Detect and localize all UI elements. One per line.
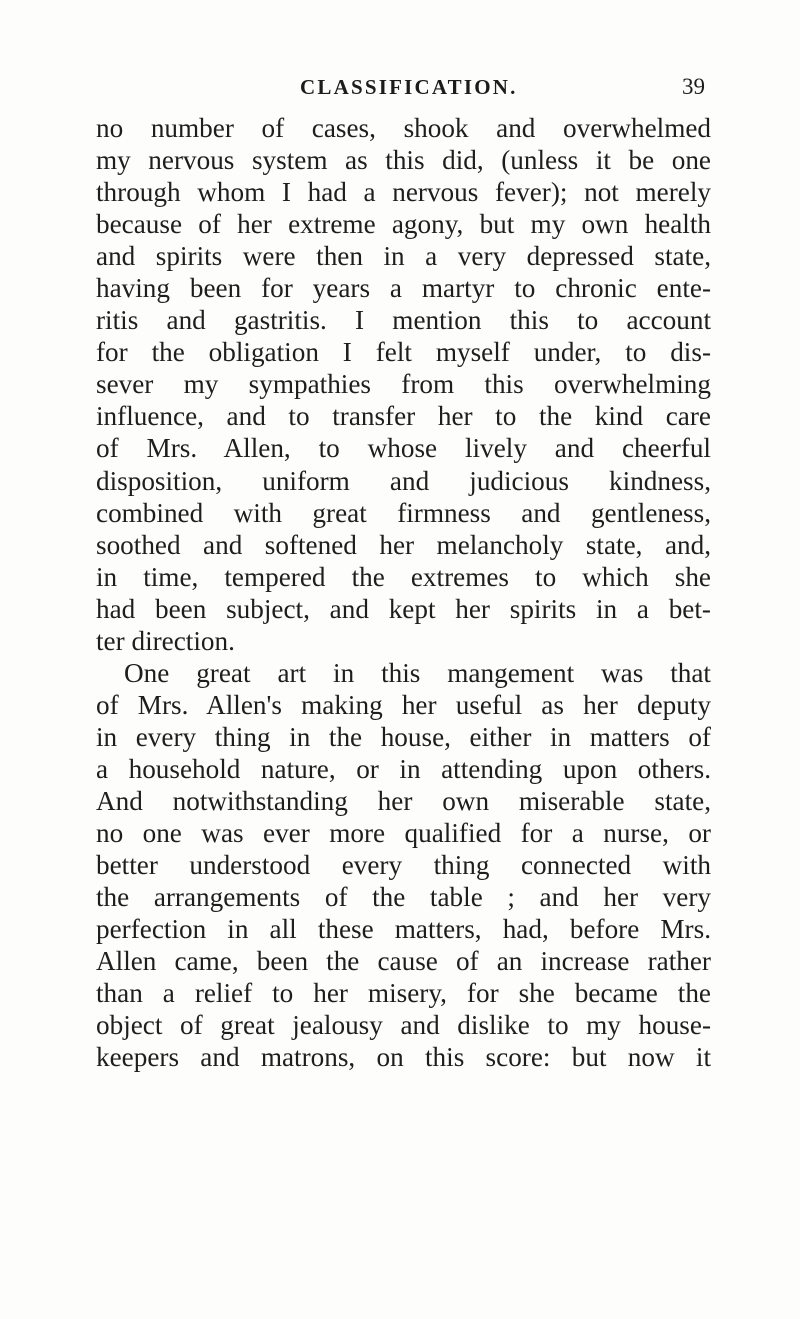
text-line: for the obligation I felt myself under, to dis- (96, 337, 711, 368)
text-line: and spirits were then in a very depressed state, (96, 241, 711, 272)
text-line: in time, tempered the extremes to which she (96, 561, 711, 592)
text-line: combined with great firmness and gentleness, (96, 497, 711, 528)
text-line: of Mrs. Allen, to whose lively and cheerful (96, 433, 711, 464)
text-line: object of great jealousy and dislike to my house- (96, 1010, 711, 1041)
text-line: ritis and gastritis. I mention this to account (96, 305, 711, 336)
body-text (96, 112, 711, 1073)
text-line: because of her extreme agony, but my own health (96, 209, 711, 240)
text-line: Allen came, been the cause of an increase rather (96, 946, 711, 977)
text-line: And notwithstanding her own miserable state, (96, 785, 711, 816)
text-line: through whom I had a nervous fever); not merely (96, 177, 711, 208)
text-line: a household nature, or in attending upon others. (96, 753, 711, 784)
text-line: better understood every thing connected with (96, 850, 711, 881)
text-line: of Mrs. Allen's making her useful as her deputy (96, 689, 711, 720)
text-line: no number of cases, shook and overwhelmed (96, 113, 711, 143)
text-line: no one was ever more qualified for a nurse, or (96, 818, 711, 849)
text-line: the arrangements of the table ; and her very (96, 882, 711, 913)
text-line: disposition, uniform and judicious kindness, (96, 465, 711, 496)
text-line: than a relief to her misery, for she became the (96, 978, 711, 1009)
text-line: my nervous system as this did, (unless it be one (96, 145, 711, 176)
text-line: influence, and to transfer her to the kind care (96, 401, 711, 432)
text-line: sever my sympathies from this overwhelming (96, 369, 711, 400)
paragraph-start-line: One great art in this mangement was that (124, 657, 711, 688)
page-number: 39 (682, 74, 705, 99)
text-line: in every thing in the house, either in matters of (96, 721, 711, 752)
text-line: keepers and matrons, on this score: but now it (96, 1042, 711, 1073)
running-head (300, 72, 705, 102)
text-line: perfection in all these matters, had, before Mrs. (96, 914, 711, 945)
text-line: had been subject, and kept her spirits in a bet- (96, 593, 711, 624)
running-title: CLASSIFICATION. (300, 75, 518, 99)
text-line: having been for years a martyr to chronic ente- (96, 273, 711, 304)
text-line: soothed and softened her melancholy state, and, (96, 529, 711, 560)
paragraph-end-line: ter direction. (96, 625, 235, 656)
